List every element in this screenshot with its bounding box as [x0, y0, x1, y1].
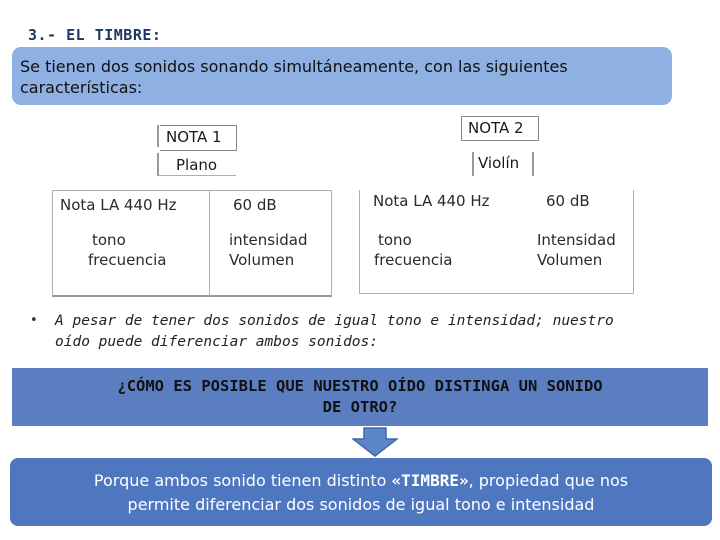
nota1-right-line-2: Volumen [229, 251, 295, 269]
nota2-right-line-1: Intensidad [537, 231, 616, 249]
answer-line-1-pre: Porque ambos sonido tienen distinto [93, 471, 392, 490]
note-line-1: A pesar de tener dos sonidos de igual tono e intensidad; nuestro [55, 313, 614, 329]
question-line-1: ¿CÓMO ES POSIBLE QUE NUESTRO OÍDO DISTINGA UN SONIDO [117, 377, 603, 395]
nota1-left-bracket-bottom [157, 153, 159, 176]
nota2-bracket-left [472, 152, 474, 176]
nota2-table-right-edge [633, 190, 634, 294]
nota1-table-divider [209, 190, 210, 296]
nota1-left-header: Nota LA 440 Hz [60, 196, 177, 214]
slide-heading: 3.- EL TIMBRE: [28, 26, 162, 44]
intro-text [20, 56, 670, 98]
answer-line-2: permite diferenciar dos sonidos de igual tono e intensidad [127, 495, 595, 514]
timbre-emphasis: «TIMBRE» [391, 471, 469, 490]
nota2-title-box: NOTA 2 [461, 116, 539, 141]
nota2-right-header: 60 dB [546, 192, 590, 210]
nota2-right-line-2: Volumen [537, 251, 603, 269]
nota1-left-line-2: frecuencia [88, 251, 167, 269]
nota1-table [52, 190, 332, 297]
nota1-right-line-1: intensidad [229, 231, 308, 249]
answer-line-1-post: , propiedad que nos [468, 471, 629, 490]
nota2-left-header: Nota LA 440 Hz [373, 192, 490, 210]
answer-text [14, 469, 708, 517]
note-line-2: oído puede diferenciar ambos sonidos: [55, 334, 379, 350]
nota2-bracket-right [532, 152, 534, 176]
bullet-icon: • [30, 313, 38, 328]
nota1-right-header: 60 dB [233, 196, 277, 214]
nota2-left-line-1: tono [378, 231, 412, 249]
nota1-instrument-label: Plano [176, 156, 218, 174]
nota1-instrument-underline [158, 175, 236, 176]
down-arrow-icon [352, 427, 398, 457]
nota1-left-bracket-top [157, 125, 159, 147]
note-text [55, 311, 665, 353]
intro-line-2: características: [20, 78, 143, 97]
nota2-table-bottom-edge [359, 293, 634, 294]
nota1-title-box: NOTA 1 [160, 125, 237, 151]
question-line-2: DE OTRO? [322, 398, 398, 416]
question-text [12, 376, 708, 418]
nota2-instrument-label: Violín [478, 154, 520, 172]
nota2-left-line-2: frecuencia [374, 251, 453, 269]
nota2-table-left-edge [359, 190, 360, 294]
intro-line-1: Se tienen dos sonidos sonando simultáneamente, con las siguientes [20, 57, 568, 76]
nota1-left-line-1: tono [92, 231, 126, 249]
answer-line-1 [14, 469, 708, 493]
